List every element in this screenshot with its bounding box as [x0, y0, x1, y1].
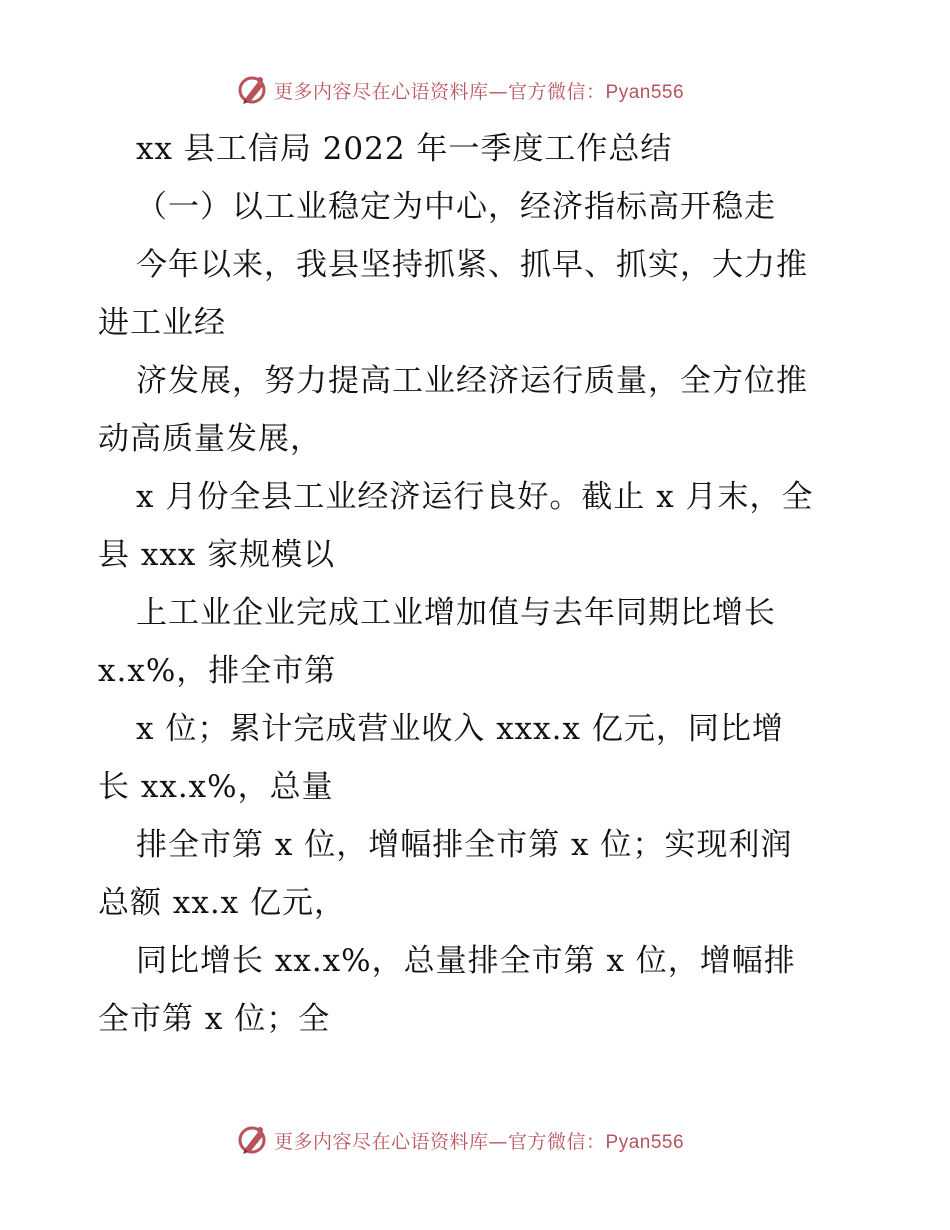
paragraph-line: 今年以来，我县坚持抓紧、抓早、抓实，大力推 — [136, 247, 808, 283]
banner-text: 更多内容尽在心语资料库—官方微信：Pyan556 — [274, 1130, 685, 1153]
header-watermark-banner — [236, 70, 756, 110]
banner-text: 更多内容尽在心语资料库—官方微信：Pyan556 — [274, 80, 685, 103]
footer-watermark-banner — [236, 1120, 756, 1160]
section-heading: （一）以工业稳定为中心，经济指标高开稳走 — [136, 189, 776, 225]
paragraph-line: 进工业经 — [98, 305, 226, 341]
paragraph-line: 长 xx.x%，总量 — [98, 769, 334, 805]
paragraph-line: 动高质量发展， — [98, 421, 322, 457]
paragraph-line: 排全市第 x 位，增幅排全市第 x 位；实现利润 — [136, 827, 793, 863]
paragraph-line: 全市第 x 位；全 — [98, 1001, 331, 1037]
pen-logo-icon — [236, 73, 270, 107]
paragraph-line: 济发展，努力提高工业经济运行质量，全方位推 — [136, 363, 808, 399]
paragraph-line: x.x%，排全市第 — [98, 653, 337, 689]
paragraph-line: x 月份全县工业经济运行良好。截止 x 月末，全 — [136, 479, 814, 515]
paragraph-line: 总额 xx.x 亿元， — [98, 885, 347, 921]
paragraph-line: x 位；累计完成营业收入 xxx.x 亿元，同比增 — [136, 711, 784, 747]
document-title: xx 县工信局 2022 年一季度工作总结 — [136, 131, 673, 167]
paragraph-line: 县 xxx 家规模以 — [98, 537, 336, 573]
paragraph-line: 上工业企业完成工业增加值与去年同期比增长 — [136, 595, 776, 631]
paragraph-line: 同比增长 xx.x%，总量排全市第 x 位，增幅排 — [136, 943, 796, 979]
document-body — [98, 120, 858, 1048]
pen-logo-icon — [236, 1123, 270, 1157]
